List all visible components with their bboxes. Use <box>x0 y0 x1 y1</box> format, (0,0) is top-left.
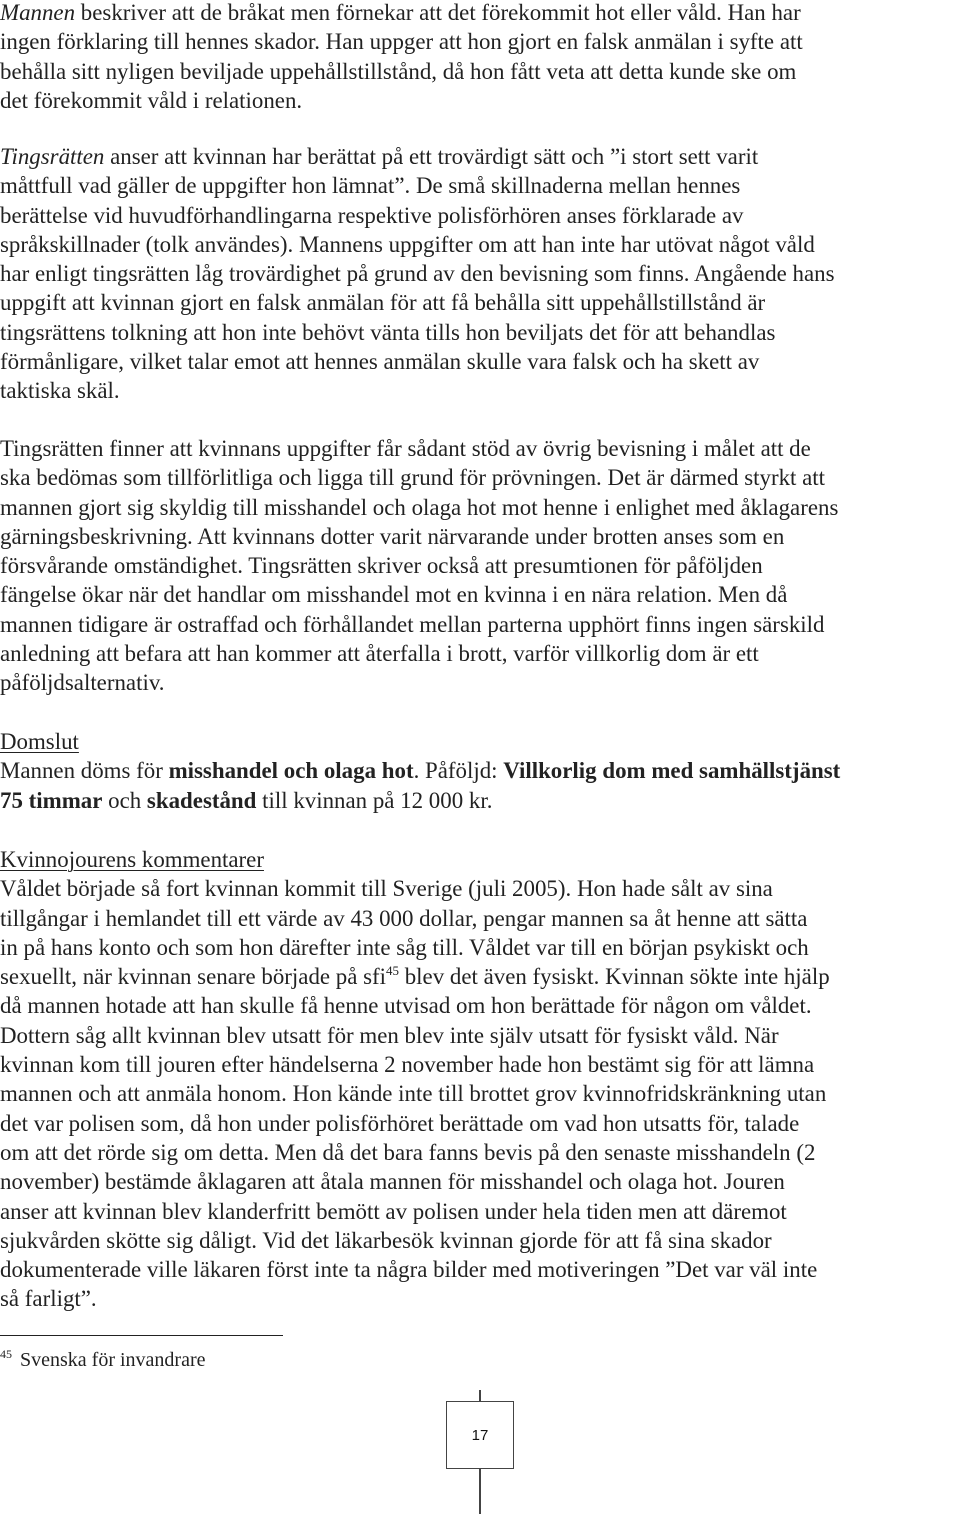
paragraph-line: gärningsbeskrivning. Att kvinnans dotter varit närvarande under brotten anses som en <box>0 523 785 549</box>
italic-lead-word: Mannen <box>0 0 76 25</box>
paragraph-line: påföljdsalternativ. <box>0 670 165 696</box>
comments-line: dokumenterade ville läkaren först inte ta några bilder med motiveringen ”Det var väl inte <box>0 1257 818 1283</box>
verdict-line <box>0 756 956 785</box>
paragraph-line: anledning att befara att han kommer att återfalla i brott, varför villkorlig dom är ett <box>0 641 759 667</box>
paragraph-line: berättelse vid huvudförhandlingarna respektive polisförhören anses förklarade av <box>0 202 744 228</box>
comments-line: tillgångar i hemlandet till ett värde av 43 000 dollar, pengar mannen sa åt henne att sätta <box>0 905 808 931</box>
paragraph-line: taktiska skäl. <box>0 378 120 404</box>
comments-section <box>0 845 960 1314</box>
paragraph-line: uppgift att kvinnan gjort en falsk anmälan för att få behålla sitt uppehållstillstånd är <box>0 290 766 316</box>
verdict-damages: skadestånd <box>146 787 257 813</box>
comments-line: Dottern såg allt kvinnan blev utsatt för men blev inte själv utsatt för fysiskt våld. När <box>0 1022 779 1048</box>
footnote-reference: 45 <box>386 963 400 979</box>
verdict-line <box>0 786 956 815</box>
paragraph-line <box>0 142 956 171</box>
comments-line <box>0 962 956 991</box>
line-text: beskriver att de bråkat men förnekar att det förekommit hot eller våld. Han har <box>75 0 801 25</box>
comments-line: kvinnan kom till jouren efter händelserna 2 november hade hon bestämt sig för att lämna <box>0 1052 815 1078</box>
paragraph-line: Tingsrätten finner att kvinnans uppgifter får sådant stöd av övrig bevisning i målet att de <box>0 436 811 461</box>
verdict-text: Mannen döms för <box>0 758 169 784</box>
paragraph-line: det förekommit våld i relationen. <box>0 87 303 113</box>
footnote-text: Svenska för invandrare <box>20 1349 206 1371</box>
verdict-section <box>0 727 960 815</box>
comments-line: november) bestämde åklagaren att åtala mannen för misshandel och olaga hot. Jouren <box>0 1169 785 1195</box>
page-number-box <box>446 1401 514 1469</box>
footnote-number: 45 <box>0 1347 12 1361</box>
italic-lead-word: Tingsrätten <box>0 144 105 169</box>
paragraph-line: språkskillnader (tolk användes). Mannens uppgifter om att han inte har utövat något våld <box>0 231 815 257</box>
comments-line: sjukvården skötte sig dåligt. Vid det läkarbesök kvinnan gjorde för att få sina skador <box>0 1227 772 1253</box>
paragraph-line: ingen förklaring till hennes skador. Han uppger att hon gjort en falsk anmälan i syfte att <box>0 29 803 55</box>
verdict-text: och <box>102 787 147 813</box>
line-text: anser att kvinnan har berättat på ett trovärdigt sätt och ”i stort sett varit <box>104 144 759 169</box>
comments-line: då mannen hotade att han skulle få henne utvisad om hon berättade för någon om våldet. <box>0 993 812 1019</box>
paragraph-line: har enligt tingsrätten låg trovärdighet på grund av den bevisning som finns. Angående hans <box>0 261 835 287</box>
line-text: sexuellt, när kvinnan senare började på sfi <box>0 964 387 990</box>
comments-line: om att det rörde sig om detta. Men då det bara fanns bevis på den senaste misshandeln (2 <box>0 1139 816 1165</box>
paragraph-line: tingsrättens tolkning att hon inte behövt vänta tills hon beviljats det för att behandlas <box>0 319 776 345</box>
paragraph-line: måttfull vad gäller de uppgifter hon lämnat”. De små skillnaderna mellan hennes <box>0 173 741 199</box>
comments-heading-line <box>0 845 956 874</box>
comments-heading: Kvinnojourens kommentarer <box>0 847 264 872</box>
footnote <box>0 1347 206 1375</box>
paragraph-2 <box>0 142 960 406</box>
paragraph-line: behålla sitt nyligen beviljade uppehållstillstånd, då hon fått veta att detta kunde ske om <box>0 58 797 84</box>
paragraph-line: fängelse ökar när det handlar om misshandel mot en kvinna i en nära relation. Men då <box>0 582 788 608</box>
paragraph-line: mannen tidigare är ostraffad och förhållandet mellan parterna upphört finns ingen särskild <box>0 611 825 637</box>
paragraph-line: försvårande omständighet. Tingsrätten skriver också att presumtionen för påföljden <box>0 553 763 579</box>
comments-line: det var polisen som, då hon under polisförhöret berättade om vad hon utsatts för, talade <box>0 1110 800 1136</box>
comments-line: anser att kvinnan blev klanderfritt bemött av polisen under hela tiden men att däremot <box>0 1198 787 1224</box>
verdict-heading: Domslut <box>0 729 79 754</box>
verdict-crime: misshandel och olaga hot <box>168 758 414 784</box>
paragraph-3 <box>0 434 960 698</box>
paragraph-1 <box>0 0 960 115</box>
page-number: 17 <box>471 1426 489 1444</box>
paragraph-line <box>0 0 956 27</box>
comments-line: Våldet började så fort kvinnan kommit till Sverige (juli 2005). Hon hade sålt av sina <box>0 876 773 902</box>
verdict-text: till kvinnan på 12 000 kr. <box>256 787 493 813</box>
verdict-heading-line <box>0 727 956 756</box>
footnote-divider <box>0 1335 283 1336</box>
verdict-sentence: Villkorlig dom med samhällstjänst <box>503 758 841 784</box>
comments-line: så farligt”. <box>0 1286 97 1312</box>
paragraph-line: mannen gjort sig skyldig till misshandel och olaga hot mot henne i enlighet med åklagarens <box>0 494 839 520</box>
verdict-hours: 75 timmar <box>0 787 103 813</box>
comments-line: mannen och att anmäla honom. Hon kände inte till brottet grov kvinnofridskränkning utan <box>0 1081 827 1107</box>
line-text: blev det även fysiskt. Kvinnan sökte inte hjälp <box>399 964 830 990</box>
comments-line: in på hans konto och som hon därefter inte såg till. Våldet var till en början psykiskt och <box>0 934 809 960</box>
verdict-text: . Påföljd: <box>413 758 504 784</box>
paragraph-line: ska bedömas som tillförlitliga och ligga till grund för prövningen. Det är därmed styrkt att <box>0 465 826 491</box>
paragraph-line: förmånligare, vilket talar emot att hennes anmälan skulle vara falsk och ha skett av <box>0 349 760 375</box>
